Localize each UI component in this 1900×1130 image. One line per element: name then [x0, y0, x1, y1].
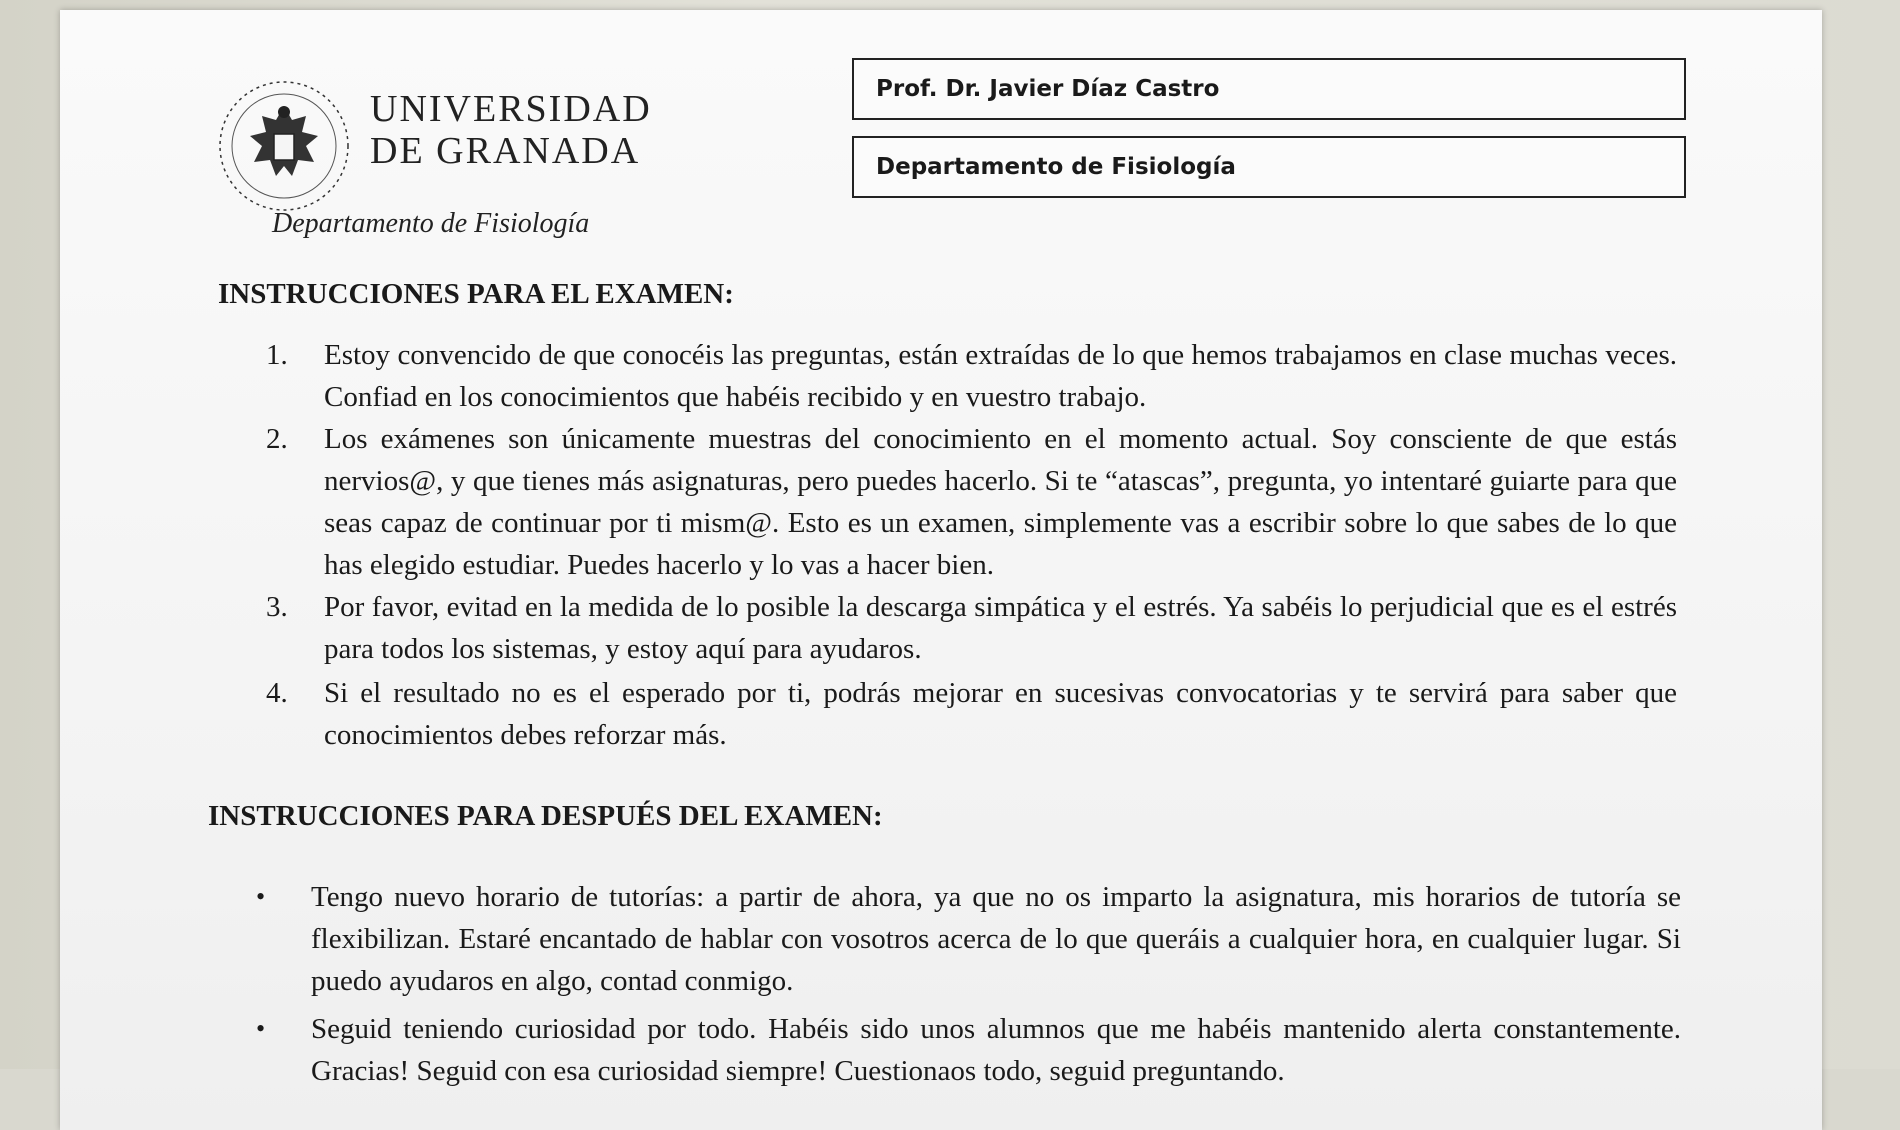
exam-instructions-heading: INSTRUCCIONES PARA EL EXAMEN: — [218, 278, 734, 310]
department-subtitle: Departamento de Fisiología — [272, 208, 590, 239]
list-item-number: 2. — [266, 423, 288, 455]
list-item-number: 3. — [266, 591, 288, 623]
university-name-line2: DE GRANADA — [370, 130, 641, 172]
list-item: Los exámenes son únicamente muestras del conocimiento en el momento actual. Soy consciente de que estás nervios@, y que tienes más asignaturas, pero puedes hacerlo. Si te “atascas”, pregunta, yo intentaré guiarte para que seas capaz de continuar por ti mism@. Esto es un examen, simplemente vas a escribir sobre lo que sabes de lo que has elegido estudiar. Puedes hacerlo y lo vas a hacer bien. — [324, 423, 1677, 581]
bullet-item: Tengo nuevo horario de tutorías: a partir de ahora, ya que no os imparto la asignatura, mis horarios de tutoría se flexibilizan. Estaré encantado de hablar con vosotros acerca de lo que queráis a cualquier hora, en cualquier lugar. Si puedo ayudaros en algo, contad conmigo. — [311, 881, 1681, 997]
bullet-item: Seguid teniendo curiosidad por todo. Habéis sido unos alumnos que me habéis mantenido alerta constantemente. Gracias! Seguid con esa curiosidad siempre! Cuestionaos todo, seguid preguntando. — [311, 1013, 1681, 1087]
professor-name-box: Prof. Dr. Javier Díaz Castro — [852, 58, 1686, 120]
list-item: Estoy convencido de que conocéis las preguntas, están extraídas de lo que hemos trabajamos en clase muchas veces. Confiad en los conocimientos que habéis recibido y en vuestro trabajo. — [324, 339, 1677, 413]
list-item: Por favor, evitad en la medida de lo posible la descarga simpática y el estrés. Ya sabéis lo perjudicial que es el estrés para todos los sistemas, y estoy aquí para ayudaros. — [324, 591, 1677, 665]
exam-document — [60, 10, 1822, 1130]
university-name-line1: UNIVERSIDAD — [370, 88, 652, 130]
bullet-icon: • — [256, 1014, 266, 1043]
university-seal-icon — [214, 76, 354, 216]
list-item-number: 1. — [266, 339, 288, 371]
after-exam-instructions-heading: INSTRUCCIONES PARA DESPUÉS DEL EXAMEN: — [208, 800, 883, 832]
university-name — [370, 88, 652, 172]
bullet-icon: • — [256, 882, 266, 911]
list-item: Si el resultado no es el esperado por ti, podrás mejorar en sucesivas convocatorias y te servirá para saber que conocimientos debes reforzar más. — [324, 677, 1677, 751]
list-item-number: 4. — [266, 677, 288, 709]
department-box: Departamento de Fisiología — [852, 136, 1686, 198]
